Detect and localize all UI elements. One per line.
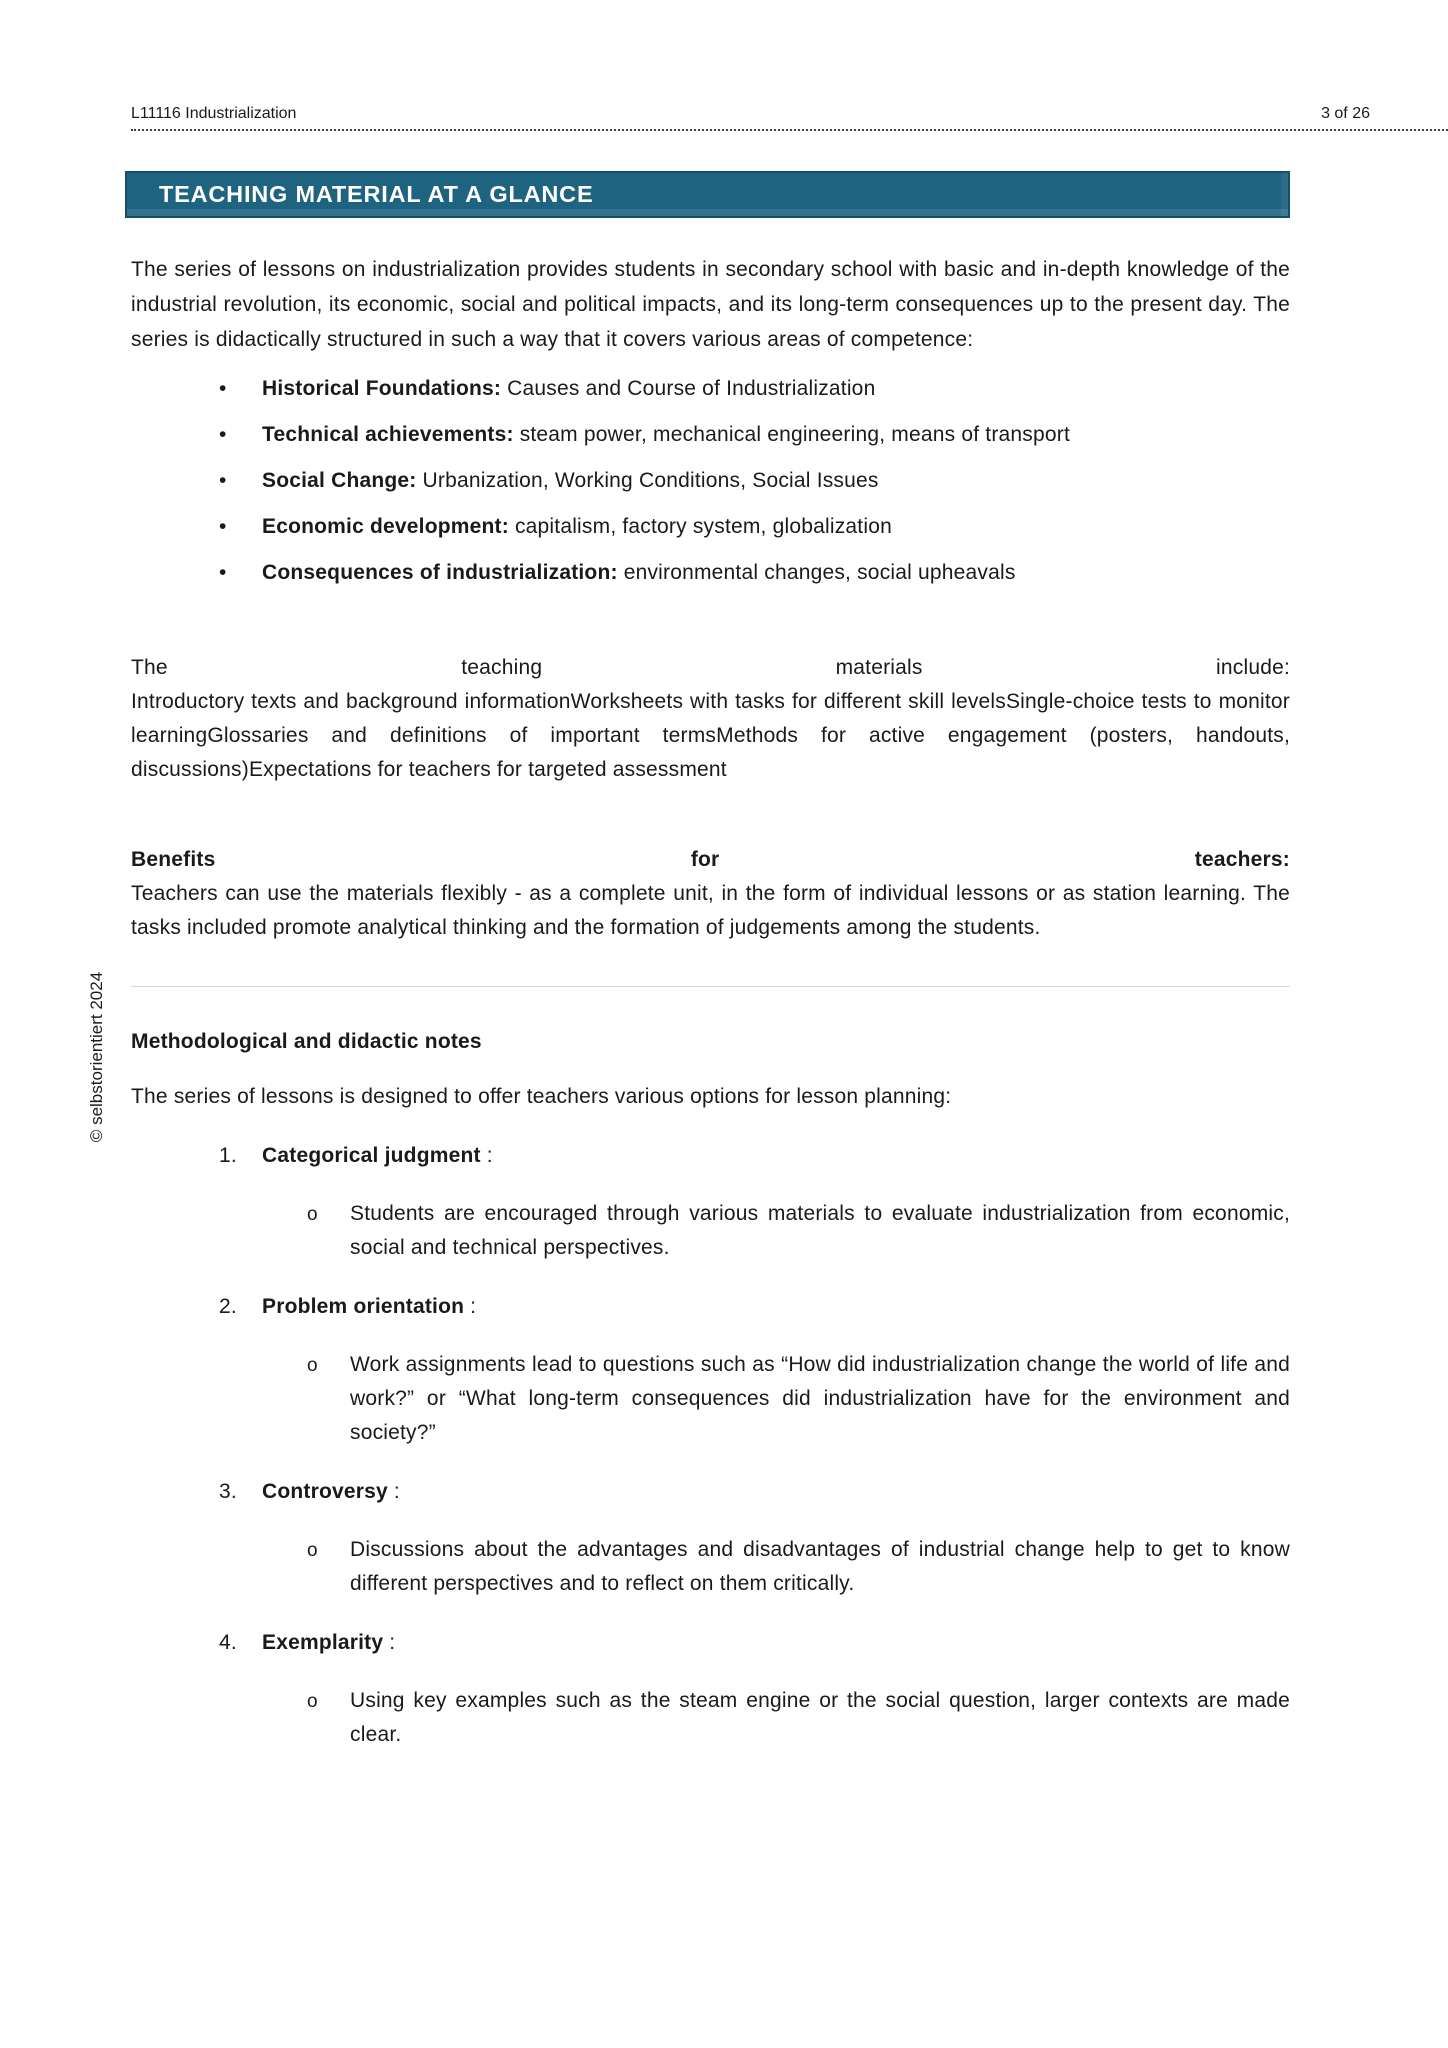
bullet-text: Urbanization, Working Conditions, Social Issues [416,469,879,492]
bullet-label: Historical Foundations: [262,377,502,400]
item-label: Problem orientation [262,1295,465,1318]
item-colon: : [486,1144,493,1167]
document-body [131,171,1290,1752]
header-page-indicator: 3 of 26 [1321,105,1370,122]
bullet-text: Causes and Course of Industrialization [501,377,876,400]
item-number: 2. [219,1295,237,1318]
item-number: 1. [219,1144,237,1167]
notes-heading: Methodological and didactic notes [131,1030,482,1053]
circle-bullet-icon: o [307,1355,318,1376]
section-banner-title: TEACHING MATERIAL AT A GLANCE [159,181,594,207]
circle-bullet-icon: o [307,1540,318,1561]
bullet-text: steam power, mechanical engineering, means of transport [513,423,1070,446]
numbered-item [131,1289,1290,1324]
bullet-label: Economic development: [262,515,509,538]
item-number: 4. [219,1631,237,1654]
item-colon: : [389,1631,396,1654]
sub-bullet-text: Students are encouraged through various materials to evaluate industrialization from economic, social and technical perspectives. [350,1202,1290,1259]
sub-bullet-item [131,1684,1290,1752]
lead-word: teaching [461,656,543,679]
list-item [131,417,1290,452]
lead-word: Benefits [131,848,216,871]
sub-bullet-item [131,1197,1290,1265]
materials-body: Introductory texts and background informationWorksheets with tasks for different skill levelsSingle-choice tests to monitor learningGlossaries and definitions of important termsMethods for active engagement (posters, handouts, discussions)Expectations for teachers for targeted assessment [131,690,1290,781]
benefits-section [131,842,1290,945]
item-colon: : [470,1295,477,1318]
bullet-icon: • [219,515,227,538]
sub-bullet-item [131,1348,1290,1450]
section-banner [125,171,1290,218]
bullet-text: environmental changes, social upheavals [617,561,1016,584]
item-number: 3. [219,1480,237,1503]
sub-bullet-item [131,1533,1290,1601]
lead-word: for [690,848,720,871]
item-label: Categorical judgment [262,1144,481,1167]
list-item [131,509,1290,544]
lead-word: include: [1216,656,1290,679]
copyright-side-label: © selbstorientiert 2024 [87,971,106,1143]
bullet-label: Consequences of industrialization: [262,561,618,584]
sub-bullet-text: Using key examples such as the steam engine or the social question, larger contexts are made clear. [350,1689,1290,1746]
materials-section [131,650,1290,787]
list-item [131,371,1290,406]
item-colon: : [393,1480,400,1503]
sub-bullet-text: Work assignments lead to questions such as “How did industrialization change the world of life and work?” or “What long-term consequences did industrialization have for the environment and society?” [350,1353,1290,1444]
page-header [131,0,1448,131]
list-item [131,463,1290,498]
competence-bullet-list [131,371,1290,590]
numbered-item [131,1625,1290,1660]
intro-paragraph: The series of lessons on industrialization provides students in secondary school with basic and in-depth knowledge of the industrial revolution, its economic, social and political impacts, and its long-term consequences up to the present day. The series is didactically structured in such a way that it covers various areas of competence: [131,258,1290,351]
item-label: Exemplarity [262,1631,384,1654]
sub-bullet-text: Discussions about the advantages and disadvantages of industrial change help to get to know different perspectives and to reflect on them critically. [350,1538,1290,1595]
section-divider [131,986,1290,987]
bullet-icon: • [219,561,227,584]
item-label: Controversy [262,1480,388,1503]
circle-bullet-icon: o [307,1691,318,1712]
bullet-label: Social Change: [262,469,417,492]
header-course-code: L11116 Industrialization [131,105,297,122]
lead-word: teachers: [1194,848,1290,871]
lead-word: materials [835,656,923,679]
lead-word: The [131,656,168,679]
bullet-label: Technical achievements: [262,423,514,446]
numbered-item [131,1138,1290,1173]
circle-bullet-icon: o [307,1204,318,1225]
materials-lead-line [131,650,1290,685]
benefits-lead-line [131,842,1290,877]
benefits-body: Teachers can use the materials flexibly - as a complete unit, in the form of individual lessons or as station learning. The tasks included promote analytical thinking and the formation of judgements among the students. [131,882,1290,939]
bullet-icon: • [219,423,227,446]
bullet-text: capitalism, factory system, globalization [508,515,892,538]
notes-intro: The series of lessons is designed to offer teachers various options for lesson planning: [131,1085,952,1108]
numbered-item [131,1474,1290,1509]
list-item [131,555,1290,590]
bullet-icon: • [219,377,227,400]
bullet-icon: • [219,469,227,492]
